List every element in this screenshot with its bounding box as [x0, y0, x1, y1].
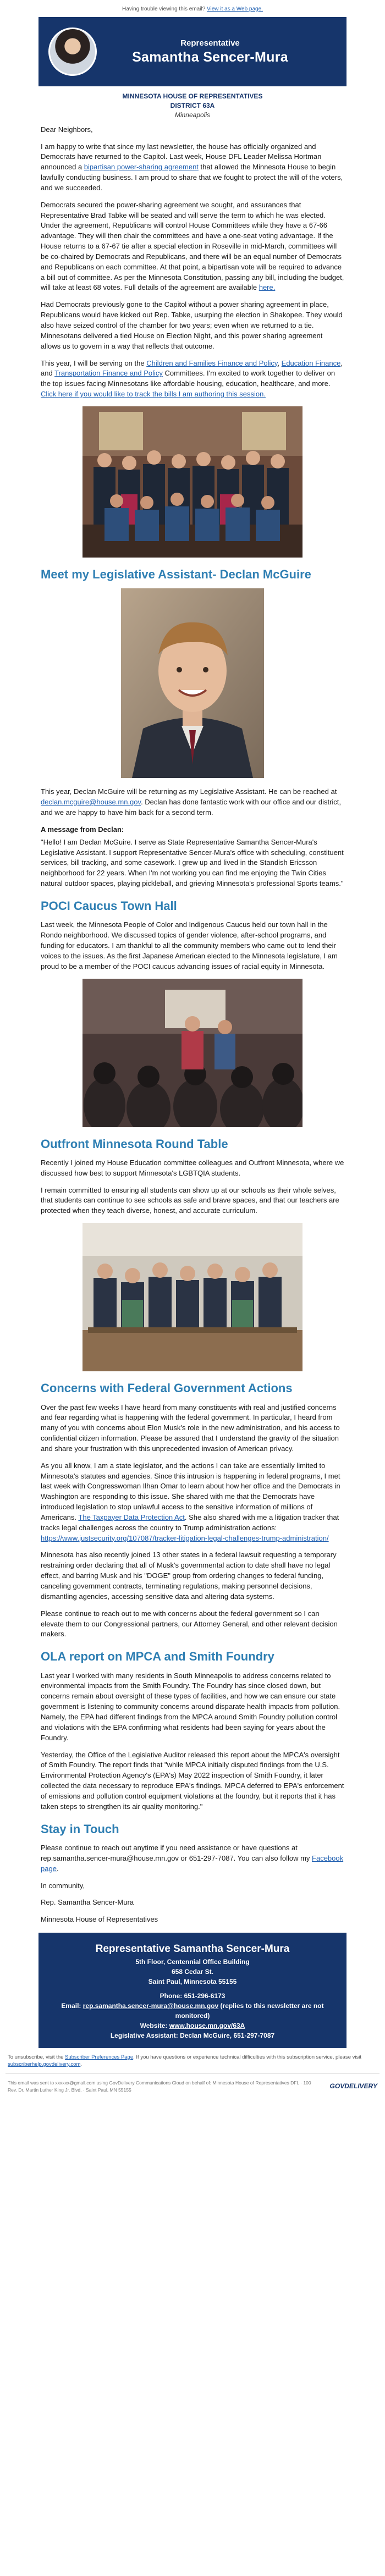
intro-paragraph-3: Had Democrats previously gone to the Capitol without a power sharing agreement in place, Republicans would have kicked out Rep. Tabke, usurping the election in Shakopee. They would also have seized control of the chamber for two years; even when we returned to a tie. Minnesotans delivered a tied House on Election Night, and this power sharing agreement allows us to govern in a way that reflects that outcome.	[41, 300, 343, 350]
mpca-heading: OLA report on MPCA and Smith Foundry	[41, 1650, 274, 1664]
newsletter-body	[38, 125, 346, 1925]
declan-portrait-photo	[121, 588, 264, 778]
header-banner	[38, 17, 346, 86]
subscriber-preferences-link[interactable]: Subscriber Preferences Page	[65, 2054, 134, 2060]
declan-message: "Hello! I am Declan McGuire. I serve as State Representative Samantha Sencer-Mura's Legislative Assistant. I support Representative Sencer-Mura's office with scheduling, constituent services, bill tracking, and some casework. I grew up and lived in the Standish Ericsson neighborhood for 22 years. When I'm not working you can find me enjoying the Twin Cities natural outdoor spaces, playing pickleball, and grieving Minnesota's professional Sports teams."	[41, 837, 344, 888]
federal-paragraph-4: Please continue to reach out to me with concerns about the federal government so I can elevate them to our Congressional partners, our Attorney General, and other relevant decision makers.	[41, 1609, 338, 1639]
signature-name: Rep. Samantha Sencer-Mura	[41, 1898, 134, 1907]
federal-paragraph-1: Over the past few weeks I have heard from many constituents with real and justified concerns and fear regarding what is happening with the federal government. In particular, I heard from many of you with concerns about Elon Musk's role in the new administration, and his access to confidential citizen information. Please be assured that I understand the gravity of the situation and share your frustration with this unprecedented invasion of American privacy.	[41, 1403, 340, 1453]
footer-phone: Phone: 651-296-6173	[160, 1992, 226, 2000]
federal-paragraph-3: Minnesota has also recently joined 13 other states in a federal lawsuit requesting a temporary restraining order declaring that all of Musk's governmental action to date shall have no legal effect, and barring Musk and his "DOGE" group from ordering changes to federal funding, canceling government contracts, terminating regulations, making personnel decisions, dismantling agencies, accessing sensitive data and altering data systems.	[41, 1551, 337, 1601]
text-run: Democrats secured the power-sharing agreement we sought, and assurances that Representative Brad Tabke will be seated and will serve the term to which he was elected. Under the agreement, Republicans will control House Committees while they have a 67-66 advantage. They will then chair the committees and have a one-seat voting advantage. If the House returns to a 67-67 tie after a special election in Roseville in mid-March, committees will be co-chaired by Democrats and Republicans, and there will be an equal number of Democrats and Republicans on each committee. At that point, a bipartisan vote will be required to advance a bill out of committee. As per the Minnesota Constitution, passing any bill, including the budget, will take at least 68 votes. Full details of the agreement are available	[41, 200, 344, 292]
intro-paragraph-1	[41, 142, 344, 194]
closing: In community,	[41, 1881, 85, 1890]
footer-rep-name: Representative Samantha Sencer-Mura	[95, 1943, 290, 1955]
footer-address-2: 658 Cedar St.	[171, 1967, 214, 1976]
outfront-paragraph-1: Recently I joined my House Education committee colleagues and Outfront Minnesota, where we discussed how best to support Minnesota's LGBTQIA students.	[41, 1158, 344, 1177]
intro-paragraph-2	[41, 200, 344, 294]
mpca-paragraph-2: Yesterday, the Office of the Legislative Auditor released this report about the MPCA's oversight of Smith Foundry. The report finds that "while MPCA initially disputed findings from the U.S. Environmental Protection Agency's (EPA's) May 2022 inspection of Smith Foundry, it later collected the data necessary to reproduce EPA's findings. MPCA deferred to EPA's enforcement of emissions and pollution control equipment violations at the foundry, but it reports that it has taken steps to strengthen its air quality monitoring."	[41, 1750, 344, 1811]
text-run: Website:	[140, 2021, 169, 2029]
newsletter-column	[38, 17, 346, 2048]
unsubscribe-note	[6, 2048, 380, 2071]
district-subhead	[38, 86, 346, 125]
committee-link-children[interactable]: Children and Families Finance and Policy	[146, 358, 278, 367]
text-run: that allowed the Minnesota House to begin lawfully conducting business. I am proud to share that we fought to protect the will of the voters, and we succeeded.	[41, 163, 343, 192]
stay-in-touch-heading: Stay in Touch	[41, 1822, 119, 1836]
poci-paragraph: Last week, the Minnesota People of Color and Indigenous Caucus held our town hall in the Rondo neighborhood. We discussed topics of gender violence, after-school programs, and funding for educators. I am thankful to all the community members who came out to lend their voices to the issues. As the first Japanese American elected to the Minnesota legislature, I am proud to be a member of the POCI caucus advancing issues of racial equity in Minnesota.	[41, 920, 338, 970]
committee-link-transportation[interactable]: Transportation Finance and Policy	[54, 369, 163, 378]
view-web-link[interactable]: View it as a Web page.	[207, 6, 263, 12]
rep-label: Representative	[180, 38, 240, 48]
outfront-heading: Outfront Minnesota Round Table	[41, 1137, 228, 1151]
city-name: Minneapolis	[174, 111, 211, 119]
topbar-text: Having trouble viewing this email?	[122, 6, 206, 12]
footer-address-3: Saint Paul, Minnesota 55155	[148, 1977, 237, 1985]
text-run: Please continue to reach out anytime if you need assistance or have questions at rep.samantha.sencer-mura@house.mn.gov or 651-297-7087. You can also follow my	[41, 1843, 312, 1862]
intro-paragraph-4	[41, 358, 344, 400]
power-sharing-link[interactable]: bipartisan power-sharing agreement	[84, 163, 199, 172]
text-run: I am happy to write that since my last newsletter, the house has officially organized and Democrats have returned to the Capitol. Last week, House DFL Leader Melissa Hortman announced a	[41, 142, 322, 172]
assistant-paragraph	[41, 787, 344, 818]
rep-name: Samantha Sencer-Mura	[132, 49, 288, 65]
footer-website-link[interactable]: www.house.mn.gov/63A	[169, 2021, 245, 2029]
text-run: As you all know, I am a state legislator, and the actions I can take are essentially limited to Minnesota's statutes and agencies. Since this intrusion is happening in federal programs, I met last week with Congresswoman Ilhan Omar to learn about how her office and the Democrats in Washington are responding to this issue. She shared with me that the Democrats have introduced legislation to stop unlawful access to the sensitive information of millions of Americans.	[41, 1461, 340, 1521]
declan-message-heading: A message from Declan:	[41, 825, 124, 834]
mpca-paragraph-1: Last year I worked with many residents in South Minneapolis to address concerns related to environmental impacts from the Smith Foundry. The Foundry has since closed down, but concerns remain about oversight of these types of facilities, and how we can ensure our state government is listening to community concerns around disparate health impacts from pollution. Namely, the EPA had different findings from the MPCA around Smith Foundry pollution control and violations with the EPA confirming what residents had been saying for years about the Foundry.	[41, 1671, 340, 1742]
signature-title: Minnesota House of Representatives	[41, 1915, 158, 1924]
outfront-round-table-photo	[82, 1223, 302, 1371]
greeting: Dear Neighbors,	[41, 125, 93, 134]
legal-footer	[6, 2073, 380, 2099]
footer-email-line	[44, 2001, 341, 2021]
text-run: This year, Declan McGuire will be returning as my Legislative Assistant. He can be reached at	[41, 787, 337, 796]
text-run: . If you have questions or experience technical difficulties with this subscription service, please visit	[133, 2054, 361, 2060]
subscriber-help-link[interactable]: subscriberhelp.govdelivery.com	[8, 2061, 81, 2067]
outfront-paragraph-2: I remain committed to ensuring all students can show up at our schools as their whole selves, that students can continue to see schools as safe and brave spaces, and that our teachers are protected when they teach diverse, honest, and accurate curriculum.	[41, 1185, 339, 1215]
facebook-link[interactable]: Facebook page	[41, 1854, 344, 1873]
poci-heading: POCI Caucus Town Hall	[41, 898, 177, 913]
stay-in-touch-paragraph	[41, 1843, 344, 1874]
text-run: .	[80, 2061, 82, 2067]
track-bills-link[interactable]: Click here if you would like to track the bills I am authoring this session.	[41, 390, 266, 399]
footer-assistant: Legislative Assistant: Declan McGuire, 651-297-7087	[110, 2031, 275, 2039]
text-run: Committees. I'm excited to work together to deliver on the top issues facing Minnesotans like affordable housing, education, healthcare, and more.	[41, 369, 336, 388]
federal-heading: Concerns with Federal Government Actions	[41, 1381, 293, 1395]
litigation-tracker-link[interactable]: https://www.justsecurity.org/107087/tracker-litigation-legal-challenges-trump-administration/	[41, 1534, 329, 1542]
group-photo-illustration	[82, 406, 302, 558]
topbar	[0, 0, 385, 17]
committee-link-education[interactable]: Education Finance	[281, 358, 341, 367]
text-run: . Declan has done fantastic work with our office and our district, and we are happy to have him back for a second term.	[41, 798, 342, 817]
footer-address-1: 5th Floor, Centennial Office Building	[135, 1957, 250, 1966]
legal-text: This email was sent to xxxxxx@gmail.com using GovDelivery Communications Cloud on behalf of: Minnesota House of Representatives DFL · 100 Rev. Dr. Martin Luther King Jr. Blvd. · Saint Paul, MN 55155	[8, 2080, 311, 2093]
text-run: , and	[41, 358, 343, 378]
declan-email-link[interactable]: declan.mcguire@house.mn.gov	[41, 798, 141, 807]
district-name: DISTRICT 63A	[170, 101, 215, 109]
portrait-illustration	[121, 588, 264, 778]
round-table-illustration	[82, 1223, 302, 1371]
taxpayer-act-link[interactable]: The Taxpayer Data Protection Act	[78, 1513, 185, 1521]
contact-footer	[38, 1933, 346, 2048]
govdelivery-logo: GOVDELIVERY	[329, 2082, 377, 2090]
agreement-details-link[interactable]: here.	[258, 283, 276, 292]
text-run: This year, I will be serving on the	[41, 358, 147, 367]
footer-website-line	[44, 2021, 341, 2031]
assistant-heading: Meet my Legislative Assistant- Declan McGuire	[41, 567, 311, 581]
town-hall-illustration	[82, 979, 302, 1127]
text-run: (replies to this newsletter are not monitored)	[175, 2001, 324, 2020]
org-name: MINNESOTA HOUSE OF REPRESENTATIVES	[122, 92, 263, 100]
avatar	[48, 27, 97, 76]
text-run: ,	[277, 358, 282, 367]
header-title	[97, 37, 337, 65]
text-run: Email:	[61, 2001, 83, 2010]
text-run: .	[56, 1864, 59, 1873]
text-run: To unsubscribe, visit the	[8, 2054, 65, 2060]
federal-paragraph-2	[41, 1461, 344, 1544]
footer-email-link[interactable]: rep.samantha.sencer-mura@house.mn.gov	[82, 2001, 219, 2010]
text-run: . She also shared with me a litigation tracker that tracks legal challenges across the country to Trump administration actions:	[41, 1513, 339, 1532]
poci-town-hall-photo	[82, 979, 302, 1127]
house-dfl-group-photo	[82, 406, 302, 558]
